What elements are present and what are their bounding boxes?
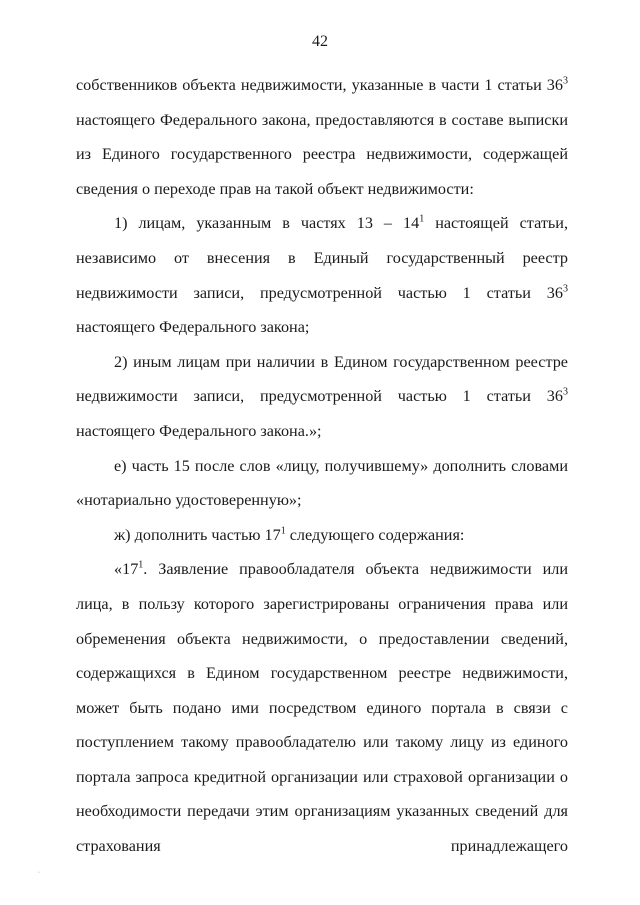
paragraph-continuation (76, 68, 568, 206)
paragraph-item-zh (76, 518, 568, 553)
text-run: собственников объекта недвижимости, указанные в части 1 статьи 36 (76, 76, 563, 94)
text-run: настоящего Федерального закона, предоставляются в составе выписки из Единого государственного реестра недвижимости, содержащей сведения о переходе прав на такой объект недвижимости: (76, 110, 568, 198)
text-run: 1) лицам, указанным в частях 13 – 14 (114, 214, 420, 233)
text-run: . Заявление правообладателя объекта недвижимости или лица, в пользу которого зарегистрированы ограничения права или обременения объекта недвижимости, о предоставлении сведений, содержащихся в Едином государственном реестре недвижимости, может быть подано ими посредством единого портала в связи с поступлением такому правообладателю или такому лицу из единого портала запроса кредитной организации или страховой организации о необходимости передачи этим организациям указанных сведений для страхования принадлежащего (76, 560, 568, 856)
superscript: 3 (563, 283, 568, 295)
paragraph-item-2 (76, 345, 568, 449)
text-run: «17 (114, 560, 139, 579)
paragraph-item-e (76, 449, 568, 518)
page-number: 42 (312, 33, 328, 50)
text-run: ж) дополнить частью 17 (114, 525, 281, 544)
text-run: настоящего Федерального закона.»; (76, 421, 322, 440)
superscript: 3 (563, 75, 568, 87)
superscript: 1 (280, 525, 286, 537)
superscript: 1 (419, 213, 425, 225)
document-body (76, 68, 568, 898)
paragraph-quoted-part-17-1 (76, 552, 568, 898)
paragraph-item-1 (76, 206, 568, 344)
superscript: 3 (563, 386, 568, 398)
margin-mark: · (38, 870, 40, 876)
text-run: настоящей статьи, независимо от внесения в Единый государственный реестр недвижимости записи, предусмотренной частью 1 статьи 36 (76, 214, 568, 302)
text-run: е) часть 15 после слов «лицу, получившему» дополнить словами «нотариально удостоверенную»; (76, 456, 568, 510)
text-run: 2) иным лицам при наличии в Едином государственном реестре недвижимости записи, предусмотренной частью 1 статьи 36 (76, 352, 568, 406)
text-run: настоящего Федерального закона; (76, 318, 310, 337)
text-run: следующего содержания: (285, 525, 465, 544)
superscript: 1 (138, 559, 144, 571)
